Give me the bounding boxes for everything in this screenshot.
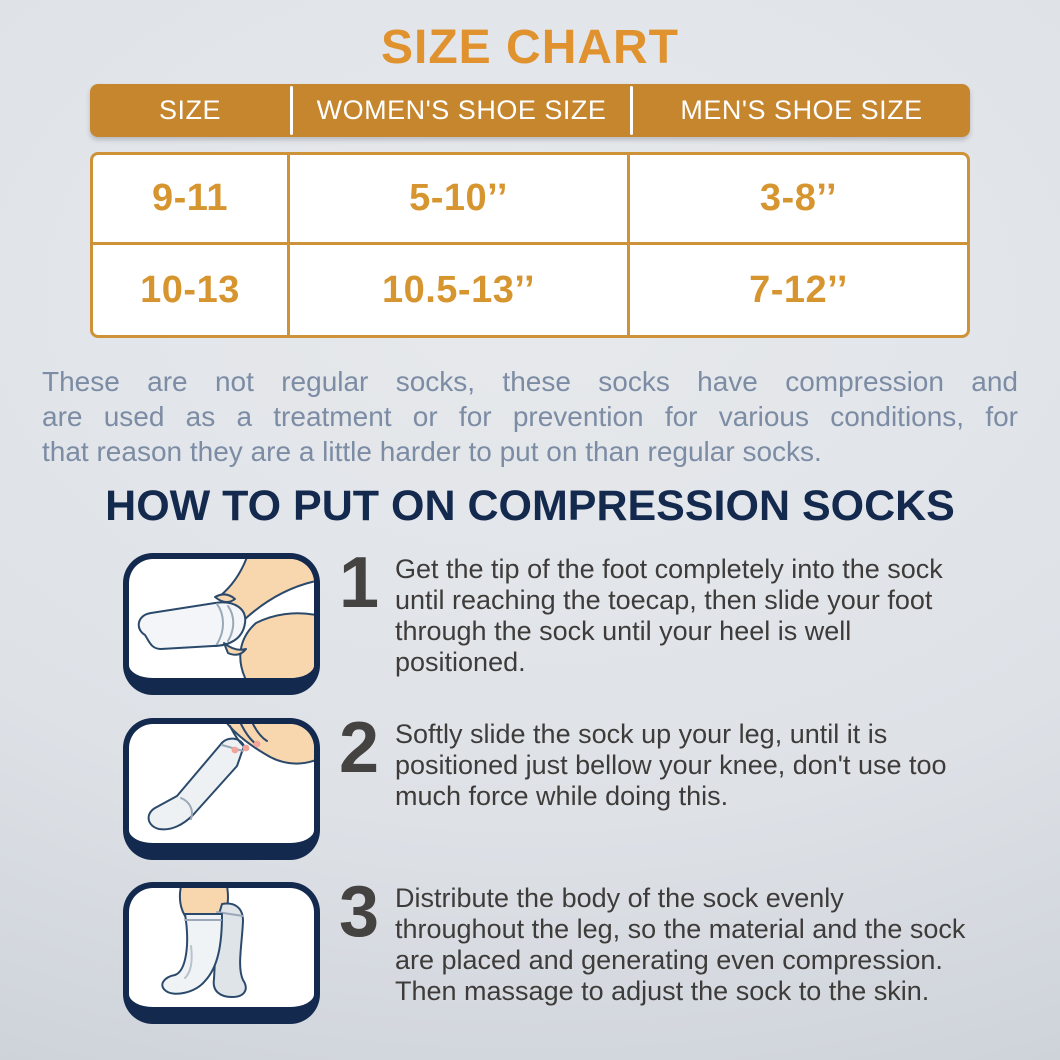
step-1-foot-into-sock-illustration — [129, 559, 314, 678]
step-illustration-frame — [123, 718, 320, 860]
step-1 — [123, 543, 973, 695]
table-cell: 3-8’’ — [630, 155, 967, 245]
step-text: Distribute the body of the sock evenly throughout the leg, so the material and the sock are placed and generating even compression. Then massage to adjust the sock to the skin. — [395, 883, 966, 1006]
size-chart-header-bar — [90, 84, 970, 137]
step-number: 1 — [338, 543, 380, 623]
step-text: Softly slide the sock up your leg, until it is positioned just bellow your knee, don't use too much force while doing this. — [395, 719, 947, 811]
table-cell: 10-13 — [93, 245, 290, 335]
table-cell: 7-12’’ — [749, 268, 848, 311]
step-text: Get the tip of the foot completely into the sock until reaching the toecap, then slide your foot through the sock until your heel is well positioned. — [395, 554, 943, 677]
paragraph-line: that reason they are a little harder to put on than regular socks. — [42, 436, 822, 467]
table-cell: 10.5-13’’ — [290, 245, 630, 335]
step-3-legs-with-socks-illustration — [129, 888, 314, 1007]
table-cell: 9-11 — [93, 155, 290, 245]
header-cell-womens-shoe-size: WOMEN'S SHOE SIZE — [316, 95, 607, 125]
paragraph-line: These are not regular socks, these socks have compression and — [42, 366, 1018, 397]
how-to-heading: HOW TO PUT ON COMPRESSION SOCKS — [105, 482, 955, 530]
step-illustration-frame — [123, 553, 320, 695]
intro-paragraph — [42, 364, 1018, 469]
step-2-sock-up-leg-illustration — [129, 724, 314, 843]
table-cell: 5-10’’ — [290, 155, 630, 245]
step-number: 2 — [338, 708, 380, 788]
step-number: 3 — [338, 872, 380, 952]
size-chart-table — [90, 152, 970, 338]
step-illustration-frame — [123, 882, 320, 1024]
header-cell-mens-shoe-size: MEN'S SHOE SIZE — [680, 95, 923, 125]
header-cell-size: SIZE — [158, 95, 221, 125]
paragraph-line: are used as a treatment or for prevention for various conditions, for — [42, 401, 1018, 432]
step-3 — [123, 872, 973, 1024]
page-title: SIZE CHART — [381, 21, 679, 74]
step-2 — [123, 708, 973, 860]
